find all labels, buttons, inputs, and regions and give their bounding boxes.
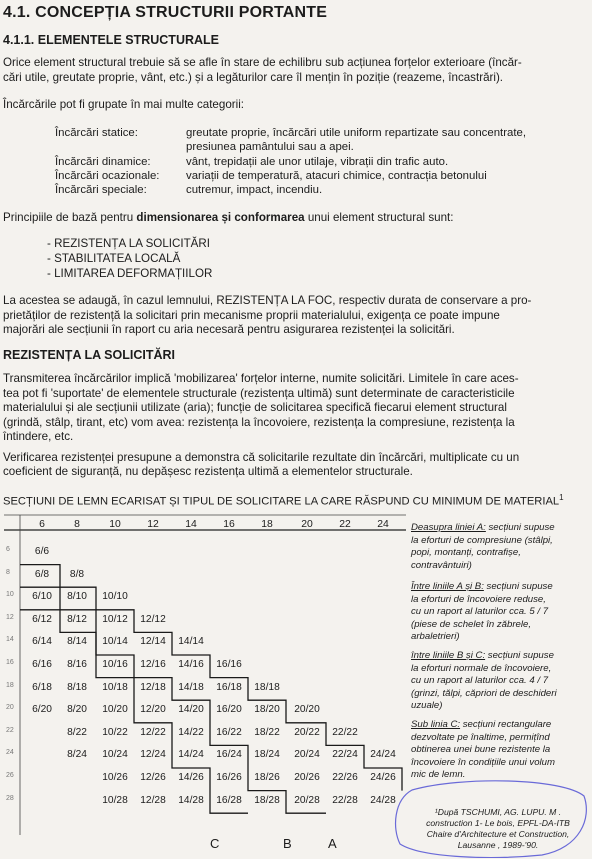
column-header: 10 (109, 519, 121, 530)
note-between-b-c: între liniile B și C: secțiuni supuse la eforturi normale de încovoiere, cu un raport al laturilor cca. 4 / 7 (grinzi, tălpi, căpriori de deschideri uzuale) (411, 650, 557, 712)
table-cell: 14/14 (178, 636, 204, 648)
table-cell: 6/16 (32, 659, 52, 670)
table-cell: 18/22 (254, 726, 280, 738)
footnote: ¹După TSCHUMI, AG. LUPU. M . construction 1- Le bois, EPFL-DA-ITB Chaire d'Architecture et Construction, Lausanne , 1989-'90. (426, 807, 570, 850)
category-desc-dynamic: vânt, trepidații ale unor utilaje, vibrații din trafic auto. (186, 156, 449, 168)
table-cell: 16/20 (216, 704, 242, 716)
column-header: 22 (339, 519, 351, 530)
table-cell: 14/28 (178, 794, 204, 806)
table-cell: 6/6 (34, 546, 50, 557)
table-cell: 10/10 (102, 591, 128, 603)
column-header: 12 (147, 519, 159, 530)
note-between-a-b: Între liniile A și B: secțiuni supuse la eforturi de încovoiere reduse, cu un raport al laturilor cca. 5 / 7 (piese de schelet în zăbrele, arbaletrieri) (411, 581, 553, 643)
table-cell: 12/12 (140, 613, 166, 625)
column-header: 18 (261, 519, 273, 530)
table-cell: 14/26 (178, 772, 204, 783)
table-cell: 14/18 (178, 681, 204, 693)
row-label: 26 (6, 772, 14, 779)
category-name-special: Încărcări speciale: (55, 184, 147, 196)
column-header: 14 (185, 519, 197, 530)
table-cell: 16/16 (216, 659, 242, 670)
row-label: 6 (6, 546, 10, 553)
heading-resistance: REZISTENȚA LA SOLICITĂRI (3, 348, 175, 362)
line-a (20, 565, 402, 791)
table-cell: 10/26 (102, 772, 128, 783)
table-cell: 10/28 (102, 794, 128, 806)
principle-2: - STABILITATEA LOCALĂ (47, 252, 181, 265)
table-cell: 16/22 (216, 726, 242, 738)
table-cell: 8/16 (67, 659, 87, 670)
table-cell: 8/22 (67, 726, 87, 738)
table-cell: 12/28 (140, 794, 166, 806)
category-desc-static-2: presiunea pamântului sau a apei. (186, 141, 354, 153)
table-cell: 12/26 (140, 772, 166, 783)
row-label: 22 (6, 726, 14, 734)
table-cell: 22/22 (332, 726, 358, 738)
column-header: 24 (377, 519, 389, 530)
table-cell: 14/22 (178, 726, 204, 738)
column-header: 8 (74, 519, 80, 530)
table-cell: 8/14 (67, 636, 87, 648)
row-label: 10 (6, 591, 14, 599)
table-cell: 6/10 (32, 591, 52, 603)
para-resist-1: Transmiterea încărcărilor implică 'mobilizarea' forțelor interne, numite solicitări. Limitele în care aces- (3, 372, 519, 385)
para-fire-1: La acestea se adaugă, în cazul lemnului, REZISTENȚA LA FOC, respectiv durata de conservare a pro- (3, 294, 532, 307)
table-cell: 8/8 (69, 568, 85, 580)
table-cell: 22/26 (332, 772, 358, 783)
table-cell: 8/10 (67, 591, 87, 603)
row-label: 16 (6, 659, 14, 666)
table-cell: 12/16 (140, 659, 166, 670)
category-name-occasional: Încărcări ocazionale: (55, 170, 160, 182)
table-cell: 20/20 (294, 704, 320, 716)
para-resist-4: (grindă, stâlp, tirant, etc) vom avea: rezistența la încovoiere, rezistența la compresiune, rezistența la (3, 416, 515, 429)
table-cell: 10/12 (102, 613, 128, 625)
row-label: 14 (6, 636, 14, 644)
table-cell: 8/20 (67, 704, 87, 716)
table-cell: 24/24 (370, 749, 396, 761)
column-header: 20 (301, 519, 313, 530)
table-cell: 8/12 (67, 613, 87, 625)
category-desc-static-1: greutate proprie, încărcări utile uniform repartizate sau concentrate, (186, 127, 526, 139)
table-cell: 24/28 (370, 794, 396, 806)
table-cell: 18/24 (254, 749, 280, 761)
category-desc-special: cutremur, impact, incendiu. (186, 184, 323, 196)
note-above-a: Deasupra liniei A: secțiuni supuse la eforturi de compresiune (stâlpi, popi, montanți, contrafișe, contravântuiri) (411, 522, 555, 571)
subsection-title: 4.1.1. ELEMENTELE STRUCTURALE (3, 33, 219, 47)
principle-1: - REZISTENȚA LA SOLICITĂRI (47, 237, 210, 250)
table-cell: 22/24 (332, 749, 358, 761)
table-title: SECȚIUNI DE LEMN ECARISAT ȘI TIPUL DE SOLICITARE LA CARE RĂSPUND CU MINIMUM DE MATERIAL$^1$ (3, 493, 564, 508)
table-cell: 10/24 (102, 749, 128, 761)
para-fire-3: majorări ale secțiunii în raport cu aria necesară pentru asigurarea rezistenței la solicitări. (3, 323, 455, 336)
table-cell: 20/26 (294, 772, 320, 783)
table-cell: 14/20 (178, 704, 204, 716)
table-cell: 20/24 (294, 749, 320, 761)
line-c (20, 610, 248, 813)
section-title: 4.1. CONCEPȚIA STRUCTURII PORTANTE (3, 4, 328, 21)
para-resist-2: tea pot fi 'suportate' de elementele structurale (rezistența ultimă) sunt determinate de caracteristicile (3, 387, 515, 400)
table-cell: 18/26 (254, 772, 280, 783)
row-label: 24 (6, 749, 14, 757)
principle-3: - LIMITAREA DEFORMAȚIILOR (47, 267, 213, 280)
principles-intro: Principiile de bază pentru dimensionarea și conformarea unui element structural sunt: (3, 211, 454, 224)
table-cell: 10/18 (102, 681, 128, 693)
table-cell: 10/20 (102, 704, 128, 716)
para1-line2: cări utile, greutate proprie, vânt, etc.) și a legăturilor care îl mențin în poziție (reazeme, încastrări). (3, 71, 504, 84)
row-label: 28 (6, 794, 14, 802)
table-cell: 6/12 (32, 613, 52, 625)
table-cell: 16/18 (216, 681, 242, 693)
table-cell: 8/24 (67, 749, 87, 761)
table-cell: 10/22 (102, 726, 128, 738)
row-label: 8 (6, 568, 10, 576)
column-header: 16 (223, 519, 235, 530)
table-cell: 10/14 (102, 636, 128, 648)
para-resist-5: întindere, etc. (3, 430, 74, 443)
row-label: 20 (6, 704, 14, 712)
table-cell: 16/24 (216, 749, 242, 761)
table-cell: 12/14 (140, 636, 166, 648)
table-cell: 18/20 (254, 704, 280, 716)
category-name-dynamic: Încărcări dinamice: (55, 156, 151, 168)
line-letter-c: C (210, 836, 220, 851)
row-label: 18 (6, 681, 14, 689)
table-cell: 16/26 (216, 772, 242, 783)
category-desc-occasional: variații de temperatură, atacuri chimice, contracția betonului (186, 170, 487, 182)
column-header: 6 (39, 519, 45, 530)
note-below-c: Sub linia C: secțiuni rectangulare dezvoltate pe înaltime, permițînd obtinerea unei bune rezistente la încovoiere în condițiile unui volum mic de lemn. (411, 719, 555, 781)
table-cell: 14/16 (178, 659, 204, 670)
table-cell: 12/22 (140, 726, 166, 738)
para2: Încărcările pot fi grupate în mai multe categorii: (3, 98, 245, 111)
para-verify-1: Verificarea rezistenței presupune a demonstra că solicitarile rezultate din încărcări, multiplicate cu un (3, 451, 520, 464)
category-name-static: Încărcări statice: (55, 127, 138, 139)
table-cell: 20/22 (294, 726, 320, 738)
table-cell: 18/18 (254, 681, 280, 693)
table-cell: 8/18 (67, 681, 87, 693)
table-cell: 12/20 (140, 704, 166, 716)
line-letter-b: B (283, 836, 292, 851)
table-cell: 6/8 (34, 568, 50, 580)
para1-line1: Orice element structural trebuie să se afle în stare de echilibru sub acțiunea forțelor exterioare (încăr- (3, 56, 522, 69)
row-label: 12 (6, 613, 14, 621)
para-verify-2: coeficient de siguranță, nu depășesc rezistența ultimă a elementelor structurale. (3, 465, 413, 478)
table-cell: 12/24 (140, 749, 166, 761)
table-cell: 24/26 (370, 772, 396, 783)
table-cell: 16/28 (216, 794, 242, 806)
table-cell: 10/16 (102, 659, 128, 670)
line-letter-a: A (328, 836, 337, 851)
table-cell: 20/28 (294, 794, 320, 806)
table-cell: 6/14 (32, 636, 52, 648)
para-resist-3: materialului și ale secțiunii utilizate (aria); funcție de solicitarea specifică fiecarui element structural (3, 401, 507, 414)
para-fire-2: prietăților de rezistență la solicitari prin mecanisme proprii materialului, exigența ce poate impune (3, 309, 500, 322)
table-cell: 6/20 (32, 704, 52, 716)
table-cell: 18/28 (254, 794, 280, 806)
table-cell: 14/24 (178, 749, 204, 761)
table-cell: 6/18 (32, 681, 52, 693)
table-cell: 12/18 (140, 681, 166, 693)
table-cell: 22/28 (332, 794, 358, 806)
